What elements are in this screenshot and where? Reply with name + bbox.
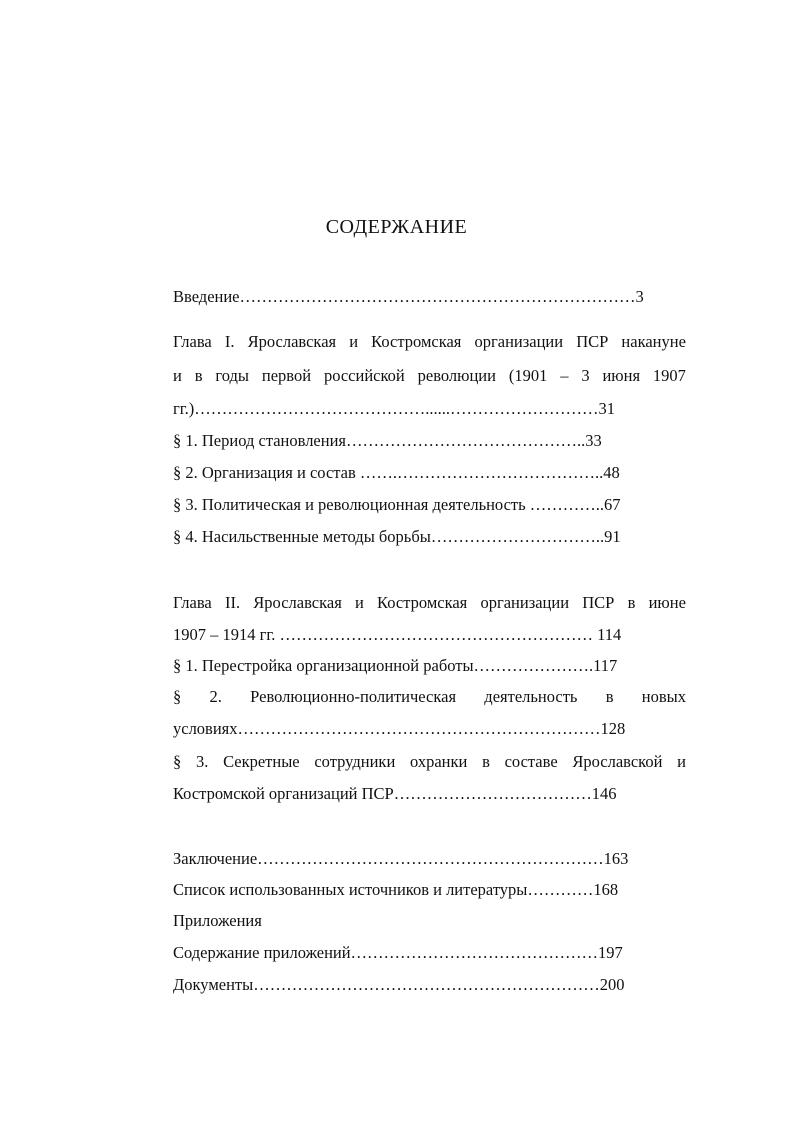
toc-chapter-1-line-3: гг.)……………………………………......………………………31 <box>173 399 616 418</box>
toc-section-1-1: § 1. Период становления……………………………………..33 <box>173 431 602 450</box>
toc-section-2-1: § 1. Перестройка организационной работы………………….117 <box>173 656 618 675</box>
toc-word: II. <box>224 593 241 612</box>
toc-word: июне <box>648 593 686 612</box>
toc-section-2-2-line-2: условиях…………………………………………………………128 <box>173 719 626 738</box>
toc-word: и <box>349 332 359 351</box>
toc-word: и <box>355 593 364 612</box>
toc-chapter-2-line-1 <box>173 592 686 614</box>
toc-entry-documents: Документы………………………………………………………200 <box>173 975 625 994</box>
toc-entry-intro: Введение………………………………………………………………3 <box>173 287 644 306</box>
toc-word: и <box>677 752 686 771</box>
toc-word: деятельность <box>484 687 578 706</box>
toc-word: в <box>194 366 203 385</box>
toc-word: 2. <box>209 687 222 706</box>
toc-word: – <box>560 366 569 385</box>
toc-word: 1907 <box>652 366 686 385</box>
toc-word: Ярославская <box>247 332 337 351</box>
toc-word: в <box>605 687 614 706</box>
toc-chapter-1-line-1 <box>173 331 686 353</box>
toc-entry-appendices: Приложения <box>173 911 262 930</box>
toc-word: годы <box>215 366 250 385</box>
toc-section-2-3-line-1 <box>173 751 686 773</box>
toc-section-2-2-line-1 <box>173 686 686 708</box>
toc-word: июня <box>602 366 641 385</box>
toc-word: (1901 <box>508 366 548 385</box>
toc-word: 3 <box>581 366 590 385</box>
toc-section-1-4: § 4. Насильственные методы борьбы…………………………..91 <box>173 527 621 546</box>
toc-word: составе <box>504 752 558 771</box>
toc-word: Секретные <box>223 752 300 771</box>
toc-word: организации <box>480 593 570 612</box>
toc-word: ПСР <box>576 332 609 351</box>
toc-word: § <box>173 687 182 706</box>
toc-word: Костромская <box>377 593 468 612</box>
page-title: СОДЕРЖАНИЕ <box>325 216 468 238</box>
toc-word: организации <box>474 332 564 351</box>
toc-section-1-2: § 2. Организация и состав …….………………………………..48 <box>173 463 620 482</box>
toc-chapter-1-line-2 <box>173 365 686 387</box>
toc-word: Революционно-политическая <box>250 687 457 706</box>
toc-word: § <box>173 752 182 771</box>
toc-entry-appendix-contents: Содержание приложений………………………………………197 <box>173 943 623 962</box>
toc-word: и <box>173 366 182 385</box>
toc-word: российской <box>323 366 405 385</box>
toc-word: в <box>627 593 636 612</box>
toc-word: в <box>482 752 490 771</box>
toc-word: охранки <box>410 752 468 771</box>
toc-word: Глава <box>173 593 212 612</box>
toc-word: ПСР <box>582 593 615 612</box>
toc-word: накануне <box>621 332 686 351</box>
toc-section-2-3-line-2: Костромской организаций ПСР………………………………146 <box>173 784 617 803</box>
toc-word: сотрудники <box>314 752 396 771</box>
toc-word: Ярославской <box>572 752 663 771</box>
toc-word: Ярославская <box>253 593 342 612</box>
toc-entry-sources: Список использованных источников и литературы…………168 <box>173 880 619 899</box>
toc-chapter-2-line-2: 1907 – 1914 гг. ………………………………………………… 114 <box>173 625 622 644</box>
toc-word: Глава <box>173 332 212 351</box>
toc-word: I. <box>224 332 235 351</box>
toc-word: 3. <box>195 752 209 771</box>
toc-word: первой <box>261 366 312 385</box>
toc-section-1-3: § 3. Политическая и революционная деятельность …………..67 <box>173 495 621 514</box>
toc-word: Костромская <box>371 332 462 351</box>
toc-word: революции <box>417 366 496 385</box>
toc-word: новых <box>641 687 686 706</box>
toc-entry-conclusion: Заключение………………………………………………………163 <box>173 849 629 868</box>
